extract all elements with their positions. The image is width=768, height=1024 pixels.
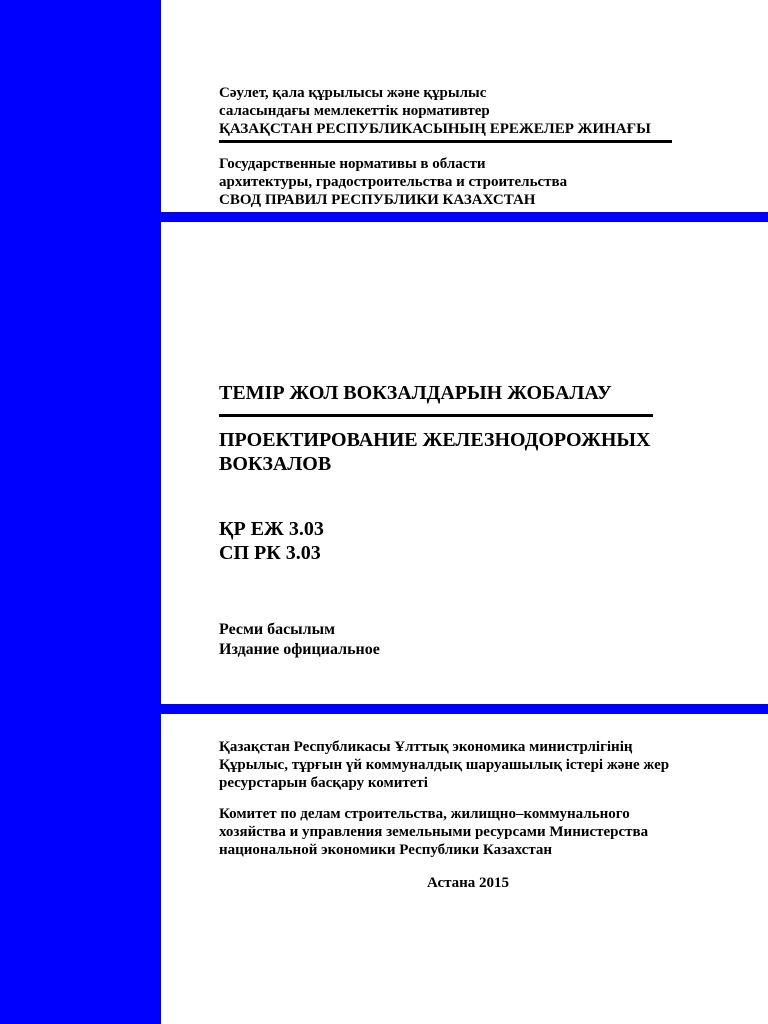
header-ru-line-3: СВОД ПРАВИЛ РЕСПУБЛИКИ КАЗАХСТАН bbox=[219, 192, 536, 208]
header-ru-line-2: архитектуры, градостроительства и строительства bbox=[219, 174, 568, 190]
header-ru bbox=[219, 155, 567, 209]
edition-ru: Издание официальное bbox=[219, 641, 380, 658]
bottom-blue-band bbox=[161, 704, 768, 714]
header-kz-line-2: саласындағы мемлекеттік нормативтер bbox=[219, 103, 490, 119]
authority-kz-line-3: ресурстарын басқару комитеті bbox=[219, 775, 428, 791]
authority-ru-line-3: национальной экономики Республики Казахстан bbox=[219, 842, 553, 858]
header-kz-line-1: Сәулет, қала құрылысы және құрылыс bbox=[219, 85, 487, 101]
edition-label bbox=[219, 620, 380, 660]
document-codes bbox=[219, 517, 324, 565]
top-blue-band bbox=[161, 212, 768, 222]
authority-ru-line-2: хозяйства и управления земельными ресурсами Министерства bbox=[219, 824, 649, 840]
title-ru-line-2: ВОКЗАЛОВ bbox=[219, 453, 332, 475]
edition-kz: Ресми басылым bbox=[219, 621, 336, 638]
header-divider bbox=[219, 140, 672, 143]
title-ru bbox=[219, 428, 650, 476]
header-kz-line-3: ҚАЗАҚСТАН РЕСПУБЛИКАСЫНЫҢ ЕРЕЖЕЛЕР ЖИНАҒЫ bbox=[219, 121, 651, 137]
place-year: Астана 2015 bbox=[427, 875, 510, 891]
authority-kz bbox=[219, 738, 669, 792]
authority-ru bbox=[219, 805, 648, 859]
code-ru: СП РК 3.03 bbox=[219, 542, 321, 564]
left-blue-bar bbox=[0, 0, 161, 1024]
title-ru-line-1: ПРОЕКТИРОВАНИЕ ЖЕЛЕЗНОДОРОЖНЫХ bbox=[219, 429, 651, 451]
authority-kz-line-1: Қазақстан Республикасы Ұлттық экономика министрлігінің bbox=[219, 739, 633, 755]
header-ru-line-1: Государственные нормативы в области bbox=[219, 156, 486, 172]
code-kz: ҚР ЕЖ 3.03 bbox=[219, 518, 324, 540]
header-kz bbox=[219, 84, 651, 138]
title-kz-text: ТЕМІР ЖОЛ ВОКЗАЛДАРЫН ЖОБАЛАУ bbox=[219, 382, 612, 404]
authority-ru-line-1: Комитет по делам строительства, жилищно–коммунального bbox=[219, 806, 630, 822]
authority-kz-line-2: Құрылыс, тұрғын үй коммуналдық шаруашылық істері және жер bbox=[219, 757, 670, 773]
title-kz bbox=[219, 380, 612, 406]
title-divider bbox=[219, 414, 653, 417]
